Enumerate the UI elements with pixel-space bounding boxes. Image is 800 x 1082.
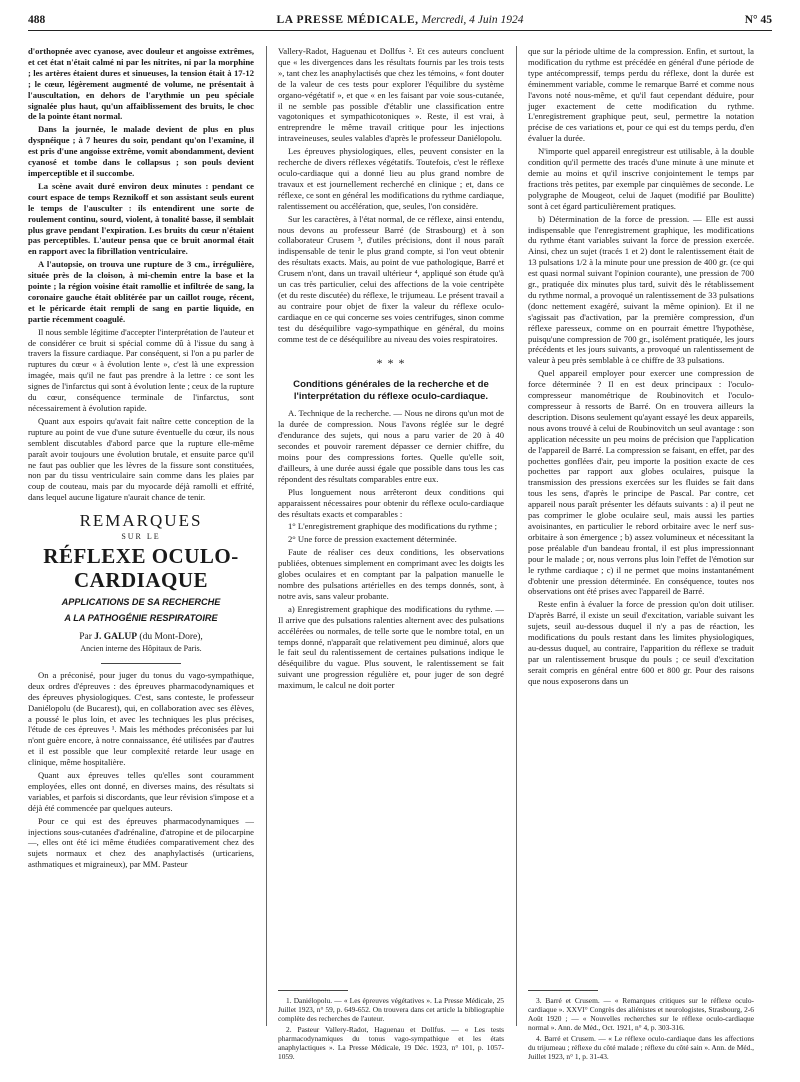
article-title: RÉFLEXE OCULO-CARDIAQUE [43,544,239,593]
paragraph: Reste enfin à évaluer la force de pression qu'on doit utiliser. D'après Barré, il existe un seuil d'excitation, variable suivant les sujets, seuil au-dessous duquel il n'y a pas de réaction, les modifications du pouls restant dans les limites physiologiques, au-dessus duquel, au contraire, l'apparition du réflexe se traduit par un ralentissement brusque du pouls ; ce seuil d'excitation serait compris en général entre 600 et 800 gr. Pour des raisons que nous exposerons dans un [528,599,754,686]
section-asterism: * * * [376,356,406,371]
paragraph-intro: d'orthopnée avec cyanose, avec douleur et angoisse extrêmes, et cet état n'était calmé ni par les nitrites, ni par la morphine ; les artères étaient dures et sinueuses, la tension était à 17-12 ; le cœur, légèrement augmenté de volume, ne présentait à l'auscultation, en dehors de l'arythmie un peu spéciale signalée plus haut, qu'un affaiblissement des bruits, le choc de la pointe étant normal. [28,46,254,122]
section-heading: Conditions générales de la recherche et de l'interprétation du réflexe oculo-cardiaque. [293,379,489,402]
paragraph: Quant aux espoirs qu'avait fait naître cette conception de la rupture au point de vue d'une suture éventuelle du cœur, ils nous semblent discutables d'abord parce que la rupture elle-même paraît avoir toujours une évolution brutale, et ensuite parce qu'il ne faut pas oublier que les lèvres de la fissure sont constituées, non par du tissu ventriculaire sain comme dans les plaies par coup de couteau, mais par du myocarde déjà ramolli et effrité, dans lequel aucune ligature n'aurait chance de tenir. [28,415,254,503]
author-name: J. GALUP [94,632,138,643]
footnote: 2. Pasteur Vallery-Radot, Haguenau et Dollfus. — « Les tests pharmacodynamiques du tonus vago-sympathique et les états anaphylactiques ». La Presse Médicale, 19 Déc. 1923, n° 101, p. 1057-1059. [278,1025,504,1061]
footnotes-column-3 [528,996,754,1063]
issue-number: N° 45 [744,14,772,26]
paragraph: Quel appareil employer pour exercer une compression de force déterminée ? Il en est deux principaux : l'oculo-compresseur manométrique de Roubinovitch et l'oculo-compresseur à ressorts de Barré. On en trouvera ailleurs la description. Disons seulement qu'ayant essayé les deux appareils, nous avons trouvé à celui de Roubinovitch un seul avantage : son application nécessite un peu moins de précision que l'application de l'appareil de Barré. La compression se faisant, en effet, par des pochettes gonflées d'air, peu importe la position exacte de ces pochettes par rapport aux globes oculaires, puisque la transmission des pressions exercées sur les fluides se fait dans tous les sens, d'après le principe de Pascal. Par contre, cet appareil nous paraît présenter les défauts suivants : a) il peut ne pas comprimer le globe oculaire seul, mais aussi les parties avoisinantes, en particulier le rebord orbitaire avec le nerf sus-orbitaire à son émergence ; b) assez volumineux et nécessitant la pose préalable d'un bandeau frontal, il est plus impressionnant pour le malade ; or, nous verrons plus loin l'effet de l'émotion sur le rythme cardiaque ; c) il ne permet que moins instantanément d'obtenir une pression déterminée. En conséquence, toutes nos observations ont été prises avec l'appareil de Barré. [528,368,754,597]
list-item: 2° Une force de pression exactement déterminée. [288,534,457,545]
paragraph: On a préconisé, pour juger du tonus du vago-sympathique, deux ordres d'épreuves : des épreuves pharmacodynamiques et des épreuves physiologiques. C'est, sans conteste, le professeur Daniélopolu (de Bucarest), qui, en collaboration avec ses élèves, a poussé le plus loin, et avec les techniques les plus précises, l'étude de ces épreuves ¹. Mais les méthodes préconisées par lui n'ont guère encore, à notre connaissance, été utilisées par d'autres et il est possible que leur complexité retarde leur usage en clinique, même hospitalière. [28,669,254,768]
column-3 [528,46,754,689]
column-divider-2 [516,46,517,1026]
paragraph: A l'autopsie, on trouva une rupture de 3 cm., irrégulière, située près de la cloison, à mi-chemin entre la base et la pointe ; la région voisine était ramollie et infiltrée de sang, la coronaire gauche était oblitérée par un caillot rouge, récent, et le péricarde était rempli de sang en partie liquide, en partie récemment coagulé. [28,259,254,324]
list-item: 1° L'enregistrement graphique des modifications du rythme ; [288,521,498,532]
paragraph: Pour ce qui est des épreuves pharmacodynamiques — injections sous-cutanées d'adrénaline, d'atropine et de pilocarpine —, elles ont été ici même étudiées comparativement chez des sujets normaux et chez des anaphylactisés (urticariens, asthmatiques et migraineux), par MM. Pasteur [28,815,254,870]
paragraph: La scène avait duré environ deux minutes : pendant ce court espace de temps Reznikoff et son assistant seuls eurent le temps de l'ausculter : ils entendirent une sorte de roulement continu, sourd, violent, à tonalité basse, il semblait plus grave pendant l'expiration. Les bruits du cœur n'étaient pas perceptibles. L'auteur pensa que ce bruit anormal était en rapport avec la fibrillation ventriculaire. [28,180,254,257]
paragraph: Sur les caractères, à l'état normal, de ce réflexe, ainsi entendu, nous devons au professeur Barré (de Strasbourg) et à son collaborateur Crusem ³, d'utiles précisions, dont il nous paraît indispensable de tenir le plus grand compte, si l'on veut obtenir des résultats exacts. Mais, au point de vue pathologique, Barré et Crusem n'ont, dans un travail ultérieur ⁴, appliqué son étude qu'à un cas très particulier, celui des affections de la voie centripète (et du reste discutée) du réflexe, le trijumeau. Le présent travail a au contraire pour objet de fixer la valeur du réflexe oculo-cardiaque en ce qui concerne ses voies centrifuges, sinon comme test du déséquilibre vago-sympathique en général, du moins comme test de ce déséquilibre au niveau des voies respiratoires. [278,213,504,344]
byline [28,632,254,643]
article-subtitle-2: A LA PATHOGÉNIE RESPIRATOIRE [64,613,218,624]
footnote-rule [528,990,598,991]
title-rule [101,663,181,664]
journal-line [28,12,772,28]
footnotes-column-2 [278,996,504,1063]
paragraph: b) Détermination de la force de pression. — Elle est aussi indispensable que l'enregistrement graphique, les modifications du rythme étant variables suivant la force de pression exercée. Ainsi, chez un sujet (tracés 1 et 2) dont le ralentissement était de 13 pulsations 1/2 à la minute pour une pression de 400 gr. (ce qui est quasi normal suivant l'opinion courante), une pression de 700 gr., pratiquée dix minutes plus tard, suivit dès le rétablissement du rythme normal, a provoqué un ralentissement de 33 pulsations (donc nettement exagéré, suivant la même opinion). Et il ne s'agissait pas d'activation, par la première compression, d'un réflexe paresseux, comme on en pourrait émettre l'hypothèse, puisqu'une compression de 700 gr., isolément pratiquée, les jours précédents et les jours suivants, a provoqué un ralentissement de valeur à peu près semblable à ce chiffre de 33 pulsations. [528,213,754,366]
paragraph: Dans la journée, le malade devient de plus en plus dyspnéique ; à 7 heures du soir, pendant qu'on l'examine, il est pris d'une angoisse extrême, vomit abondamment, devient cyanosé et tombe dans le collapsus ; son pouls devient imperceptible et il succombe. [28,124,254,178]
page-number: 488 [28,14,46,26]
footnote-rule [278,990,348,991]
footnote: 4. Barré et Crusem. — « Le réflexe oculo-cardiaque dans les affections du trijumeau ; réflexe du côté malade ; réflexe du côté sain ». Ann. de Méd., Juillet 1923, n° 1, p. 31-43. [528,1034,754,1061]
author-affiliation: Ancien interne des Hôpitaux de Paris. [80,643,202,653]
paragraph: Quant aux épreuves telles qu'elles sont couramment employées, elles ont donné, en diverses mains, des résultats si variables, et parfois si discordants, que leur révision s'impose et a déjà été commencée par quelques auteurs. [28,770,254,813]
paragraph: A. Technique de la recherche. — Nous ne dirons qu'un mot de la durée de compression. Nous l'avons réglée sur le degré d'endurance des sujets, qui nous a paru varier de 20 à 40 secondes et pouvoir rarement dépasser ce dernier chiffre, du moins pour des compressions fortes. Quelle qu'elle soit, d'ailleurs, à une durée aussi égale que possible dans tous les cas répondent des résultats comparables entre eux. [278,408,504,484]
byline-par: Par [79,632,92,643]
article-title-block [28,511,254,664]
footnote: 1. Daniélopolu. — « Les épreuves végétatives ». La Presse Médicale, 25 Juillet 1923, n° 59, p. 649-652. On trouvera dans cet article la bibliographie complète des recherches de l'auteur. [278,996,504,1023]
title-sur-le: SUR LE [121,532,161,542]
paragraph: Les épreuves physiologiques, elles, peuvent consister en la recherche de divers réflexes végétatifs. Toutefois, c'est le réflexe oculo-cardiaque qui a donné lieu au plus grand nombre de travaux et est journellement recherché en clinique ; et, dans ce réflexe, ce sont en général les modifications du rythme cardiaque, ralentissement ou accélération, que, seules, l'on considère. [278,146,504,211]
paragraph: Faute de réaliser ces deux conditions, les observations publiées, obtenues simplement en comprimant avec les doigts les globes oculaires et en comptant par la palpation manuelle le nombre des pulsations artérielles en des temps donnés, sont, à notre avis, sans valeur probante. [278,547,504,601]
article-subtitle-1: APPLICATIONS DE SA RECHERCHE [61,597,221,608]
author-place: (du Mont-Dore), [139,632,203,643]
paragraph: Il nous semble légitime d'accepter l'interprétation de l'auteur et de considérer ce bruit si spécial comme dû à l'issue du sang à travers la fissure cardiaque. Par conséquent, si l'on a pu parler de ruptures du cœur « à évolution lente », c'est là une expression imagée, mais qu'il ne faut pas prendre à la lettre : ce sont les signes de l'infarctus qui sont à évolution lente ; ceux de la rupture du cœur, conséquence terminale de l'infarctus, sont nécessairement à évolution rapide. [28,326,254,413]
running-header [28,12,772,31]
title-remarques: REMARQUES [79,511,203,531]
paragraph: a) Enregistrement graphique des modifications du rythme. — Il arrive que des pulsations ralenties alternent avec des pulsations accélérées ou normales, de telle sorte que le nombre total, en un temps donné, n'apparaît que relativement peu diminué, alors que le fait seul du ralentissement de certaines pulsations indique le déséquilibre du vague. Plus souvent, le ralentissement se fait suivant une progression régulière et, pour juger de son degré maximum, le calcul ne doit porter [278,603,504,691]
journal-title: LA PRESSE MÉDICALE, [276,14,419,26]
issue-date: Mercredi, 4 Juin 1924 [421,14,524,26]
paragraph: que sur la période ultime de la compression. Enfin, et surtout, la modification du rythme est précédée en général d'une période de type antécompressif, temps perdu du réflexe, dont la durée est éminemment variable, comme le remarque Barré et comme nous l'avons noté nous-même, et qu'il faut cependant déduire, pour juger exactement de cette modification du rythme. L'enregistrement graphique peut, seul, permettre la notation précise de ces variations et, pour ce qui est du temps perdu, d'en évaluer la durée. [528,46,754,144]
paragraph: N'importe quel appareil enregistreur est utilisable, à la double condition qu'il permette des tracés d'une minute à une minute et demie au moins et qu'il inscrive conjointement le temps par fractions très petites, par exemple par cinquièmes de seconde. Le polygraphe de Mougeot, celui de Jaquet (modifié par Boulitte) sont à cet égard particulièrement pratiques. [528,146,754,211]
column-2 [278,46,504,693]
column-1 [28,46,254,872]
paragraph: Plus longuement nous arrêteront deux conditions qui apparaissent nécessaires pour obtenir du réflexe oculo-cardiaque des résultats exacts et comparables : [278,486,504,519]
footnote: 3. Barré et Crusem. — « Remarques critiques sur le réflexe oculo-cardiaque ». XXVI° Congrès des aliénistes et neurologistes, Strasbourg, 2-6 Août 1920 ; — « Nouvelles recherches sur le réflexe oculo-cardiaque normal ». Ann. de Méd., Oct. 1921, n° 4, p. 303-316. [528,996,754,1032]
column-divider-1 [266,46,267,1026]
paragraph: Vallery-Radot, Haguenau et Dollfus ². Et ces auteurs concluent que « les divergences dans les résultats fournis par les trois tests », tant chez les anaphylactisés que chez les témoins, « font douter de la valeur de ces tests pour explorer l'équilibre du système organo-végétatif », et que « en les faisant par voie sous-cutanée, il ne semble pas possible d'établir une classification entre vagotoniques et sympathicotoniques ». Reste, il est vrai, à entreprendre le même travail critique pour les injections intraveineuses, seules valables d'après le professeur Daniélopolu. [278,46,504,144]
